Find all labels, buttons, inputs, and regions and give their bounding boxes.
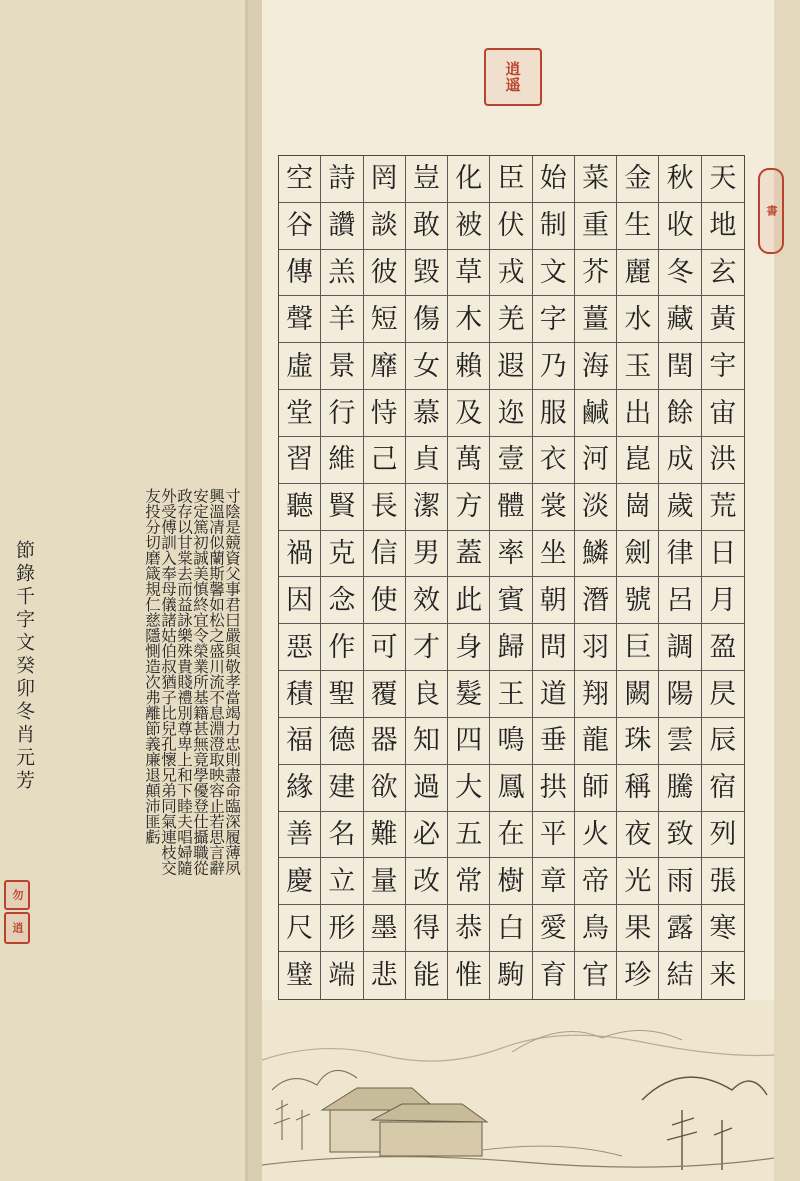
grid-cell: 昃	[702, 671, 744, 718]
grid-cell: 緣	[279, 765, 321, 812]
grid-cell: 鳥	[575, 905, 617, 952]
grid-cell: 恭	[448, 905, 490, 952]
grid-cell: 傳	[279, 250, 321, 297]
grid-cell: 張	[702, 858, 744, 905]
grid-cell: 收	[659, 203, 701, 250]
grid-cell: 長	[364, 484, 406, 531]
grid-cell: 海	[575, 343, 617, 390]
grid-cell: 闕	[617, 671, 659, 718]
grid-cell: 字	[533, 296, 575, 343]
grid-cell: 淡	[575, 484, 617, 531]
grid-cell: 王	[490, 671, 532, 718]
grid-cell: 短	[364, 296, 406, 343]
grid-cell: 出	[617, 390, 659, 437]
grid-cell: 空	[279, 156, 321, 203]
grid-cell: 閏	[659, 343, 701, 390]
grid-cell: 率	[490, 531, 532, 578]
grid-cell: 覆	[364, 671, 406, 718]
grid-cell: 遐	[490, 343, 532, 390]
grid-cell: 乃	[533, 343, 575, 390]
grid-cell: 木	[448, 296, 490, 343]
grid-cell: 必	[406, 812, 448, 859]
grid-cell: 樹	[490, 858, 532, 905]
grid-cell: 雨	[659, 858, 701, 905]
grid-cell: 河	[575, 437, 617, 484]
grid-cell: 女	[406, 343, 448, 390]
grid-cell: 名	[321, 812, 363, 859]
grid-cell: 育	[533, 952, 575, 999]
grid-cell: 悲	[364, 952, 406, 999]
grid-cell: 餘	[659, 390, 701, 437]
grid-cell: 平	[533, 812, 575, 859]
grid-cell: 五	[448, 812, 490, 859]
grid-cell: 潛	[575, 577, 617, 624]
grid-cell: 問	[533, 624, 575, 671]
grid-cell: 身	[448, 624, 490, 671]
grid-cell: 玉	[617, 343, 659, 390]
grid-cell: 才	[406, 624, 448, 671]
grid-cell: 敢	[406, 203, 448, 250]
grid-cell: 聖	[321, 671, 363, 718]
grid-cell: 羌	[490, 296, 532, 343]
grid-cell: 賴	[448, 343, 490, 390]
grid-cell: 巨	[617, 624, 659, 671]
grid-cell: 谷	[279, 203, 321, 250]
grid-cell: 惡	[279, 624, 321, 671]
grid-cell: 成	[659, 437, 701, 484]
grid-cell: 賓	[490, 577, 532, 624]
grid-cell: 致	[659, 812, 701, 859]
grid-cell: 四	[448, 718, 490, 765]
grid-cell: 荒	[702, 484, 744, 531]
grid-cell: 能	[406, 952, 448, 999]
grid-cell: 號	[617, 577, 659, 624]
grid-cell: 男	[406, 531, 448, 578]
grid-cell: 崗	[617, 484, 659, 531]
grid-cell: 慶	[279, 858, 321, 905]
grid-cell: 月	[702, 577, 744, 624]
grid-cell: 讚	[321, 203, 363, 250]
grid-cell: 白	[490, 905, 532, 952]
grid-cell: 菜	[575, 156, 617, 203]
panel-gutter	[248, 0, 262, 1181]
grid-cell: 常	[448, 858, 490, 905]
grid-cell: 器	[364, 718, 406, 765]
grid-cell: 迩	[490, 390, 532, 437]
grid-cell: 果	[617, 905, 659, 952]
grid-cell: 来	[709, 960, 737, 992]
grid-cell: 端	[321, 952, 363, 999]
grid-cell: 愛	[533, 905, 575, 952]
grid-cell: 辰	[702, 718, 744, 765]
grid-cell: 芥	[575, 250, 617, 297]
grid-cell: 天	[702, 156, 744, 203]
grid-cell: 形	[321, 905, 363, 952]
grid-cell: 化	[448, 156, 490, 203]
grid-cell: 因	[279, 577, 321, 624]
grid-cell: 稱	[617, 765, 659, 812]
grid-cell: 生	[617, 203, 659, 250]
grid-cell: 禍	[279, 531, 321, 578]
top-seal-stamp: 逍遥	[484, 48, 542, 106]
grid-cell: 水	[617, 296, 659, 343]
grid-cell: 鳴	[490, 718, 532, 765]
grid-cell: 朝	[533, 577, 575, 624]
grid-cell: 羊	[321, 296, 363, 343]
grid-cell: 得	[406, 905, 448, 952]
grid-cell: 墨	[364, 905, 406, 952]
grid-cell: 德	[321, 718, 363, 765]
grid-cell: 體	[490, 484, 532, 531]
grid-cell: 伏	[490, 203, 532, 250]
grid-cell: 制	[533, 203, 575, 250]
grid-cell: 方	[448, 484, 490, 531]
grid-cell: 難	[364, 812, 406, 859]
side-inscription: 寸陰是競資父事君曰嚴與敬孝當竭力忠則盡命臨深履薄夙興溫凊似蘭斯馨如松之盛川流不息淵澄取映容止若思言辭安定篤初誠美慎終宜令榮業所基籍甚無竟學優登仕攝職從政存以甘棠去而益詠樂殊貴賤禮別尊卑上和下睦夫唱婦隨外受傅訓入奉母儀諸姑伯叔猶子比兒孔懷兄弟同氣連枝交友投分切磨箴規仁慈隱惻造次弗離節義廉退顛沛匪虧	[143, 488, 241, 876]
grid-cell: 傷	[406, 296, 448, 343]
grid-cell: 豈	[406, 156, 448, 203]
grid-cell: 日	[702, 531, 744, 578]
grid-cell: 欲	[364, 765, 406, 812]
grid-cell: 詩	[321, 156, 363, 203]
grid-cell: 垂	[533, 718, 575, 765]
grid-cell: 文	[533, 250, 575, 297]
grid-cell: 改	[406, 858, 448, 905]
grid-cell: 靡	[364, 343, 406, 390]
grid-cell: 調	[659, 624, 701, 671]
grid-cell: 歲	[659, 484, 701, 531]
grid-cell: 光	[617, 858, 659, 905]
grid-cell: 知	[406, 718, 448, 765]
grid-cell: 維	[321, 437, 363, 484]
grid-cell: 翔	[575, 671, 617, 718]
grid-cell: 戎	[490, 250, 532, 297]
grid-cell: 福	[279, 718, 321, 765]
grid-cell: 冬	[659, 250, 701, 297]
grid-cell: 堂	[279, 390, 321, 437]
grid-cell: 彼	[364, 250, 406, 297]
grid-cell: 洪	[702, 437, 744, 484]
grid-cell: 雲	[659, 718, 701, 765]
grid-cell: 金	[617, 156, 659, 203]
grid-cell: 己	[364, 437, 406, 484]
grid-cell: 重	[575, 203, 617, 250]
grid-cell: 慕	[406, 390, 448, 437]
grid-cell: 歸	[490, 624, 532, 671]
grid-cell: 夜	[617, 812, 659, 859]
grid-cell: 虛	[279, 343, 321, 390]
grid-cell: 藏	[659, 296, 701, 343]
grid-cell: 良	[406, 671, 448, 718]
grid-cell: 積	[279, 671, 321, 718]
grid-cell: 結	[659, 952, 701, 999]
grid-cell: 在	[490, 812, 532, 859]
grid-cell: 羽	[575, 624, 617, 671]
grid-cell: 官	[575, 952, 617, 999]
grid-cell: 劍	[617, 531, 659, 578]
grid-cell: 作	[321, 624, 363, 671]
grid-cell: 宇	[702, 343, 744, 390]
grid-cell: 行	[321, 390, 363, 437]
grid-cell: 龍	[575, 718, 617, 765]
grid-cell: 壹	[490, 437, 532, 484]
signature-seal-stamp-2: 逍	[4, 912, 30, 944]
grid-cell: 可	[364, 624, 406, 671]
grid-cell: 髮	[448, 671, 490, 718]
grid-cell: 被	[448, 203, 490, 250]
grid-cell: 呂	[659, 577, 701, 624]
grid-cell: 景	[321, 343, 363, 390]
grid-cell: 麗	[617, 250, 659, 297]
grid-cell: 恃	[364, 390, 406, 437]
grid-cell: 鳳	[490, 765, 532, 812]
grid-cell: 騰	[659, 765, 701, 812]
grid-cell: 寒	[702, 905, 744, 952]
landscape-painting	[262, 1000, 774, 1181]
grid-cell: 立	[321, 858, 363, 905]
grid-cell: 量	[364, 858, 406, 905]
grid-cell: 宿	[702, 765, 744, 812]
calligraphy-grid	[278, 155, 745, 1000]
grid-cell: 過	[406, 765, 448, 812]
grid-cell: 惟	[448, 952, 490, 999]
grid-cell: 潔	[406, 484, 448, 531]
grid-cell: 此	[448, 577, 490, 624]
grid-cell: 罔	[364, 156, 406, 203]
grid-cell: 信	[364, 531, 406, 578]
grid-cell: 善	[279, 812, 321, 859]
grid-cell: 習	[279, 437, 321, 484]
grid-cell: 草	[448, 250, 490, 297]
grid-cell: 帝	[575, 858, 617, 905]
grid-cell: 露	[659, 905, 701, 952]
grid-cell: 拱	[533, 765, 575, 812]
grid-cell: 始	[533, 156, 575, 203]
grid-cell: 坐	[533, 531, 575, 578]
grid-cell: 道	[533, 671, 575, 718]
grid-cell: 璧	[279, 952, 321, 999]
grid-cell: 及	[448, 390, 490, 437]
grid-cell: 黃	[702, 296, 744, 343]
grid-cell: 聽	[279, 484, 321, 531]
grid-cell: 陽	[659, 671, 701, 718]
grid-cell: 師	[575, 765, 617, 812]
grid-cell: 尺	[279, 905, 321, 952]
grid-cell: 使	[364, 577, 406, 624]
grid-cell: 建	[321, 765, 363, 812]
grid-cell: 薑	[575, 296, 617, 343]
grid-cell: 裳	[533, 484, 575, 531]
grid-cell: 衣	[533, 437, 575, 484]
grid-cell: 列	[702, 812, 744, 859]
grid-cell: 蓋	[448, 531, 490, 578]
grid-cell: 聲	[279, 296, 321, 343]
grid-cell: 珍	[617, 952, 659, 999]
grid-cell: 律	[659, 531, 701, 578]
grid-cell: 賢	[321, 484, 363, 531]
grid-cell: 克	[321, 531, 363, 578]
grid-cell: 宙	[702, 390, 744, 437]
grid-cell: 駒	[490, 952, 532, 999]
grid-cell: 地	[702, 203, 744, 250]
grid-cell: 談	[364, 203, 406, 250]
grid-cell: 盈	[702, 624, 744, 671]
grid-cell: 大	[448, 765, 490, 812]
grid-cell: 毀	[406, 250, 448, 297]
signature-seal-stamp: 勿	[4, 880, 30, 910]
grid-cell: 章	[533, 858, 575, 905]
grid-cell: 崑	[617, 437, 659, 484]
grid-cell: 羔	[321, 250, 363, 297]
grid-cell: 秋	[659, 156, 701, 203]
grid-cell: 玄	[702, 250, 744, 297]
artist-signature: 節錄千字文癸卯冬肖元芳	[13, 540, 35, 793]
grid-cell: 珠	[617, 718, 659, 765]
grid-cell: 鹹	[575, 390, 617, 437]
grid-cell: 服	[533, 390, 575, 437]
side-seal-stamp: 書	[758, 168, 784, 254]
grid-cell: 火	[575, 812, 617, 859]
grid-cell: 鱗	[575, 531, 617, 578]
grid-cell: 貞	[406, 437, 448, 484]
grid-cell: 臣	[490, 156, 532, 203]
grid-cell: 萬	[448, 437, 490, 484]
grid-cell: 念	[321, 577, 363, 624]
grid-cell: 效	[406, 577, 448, 624]
